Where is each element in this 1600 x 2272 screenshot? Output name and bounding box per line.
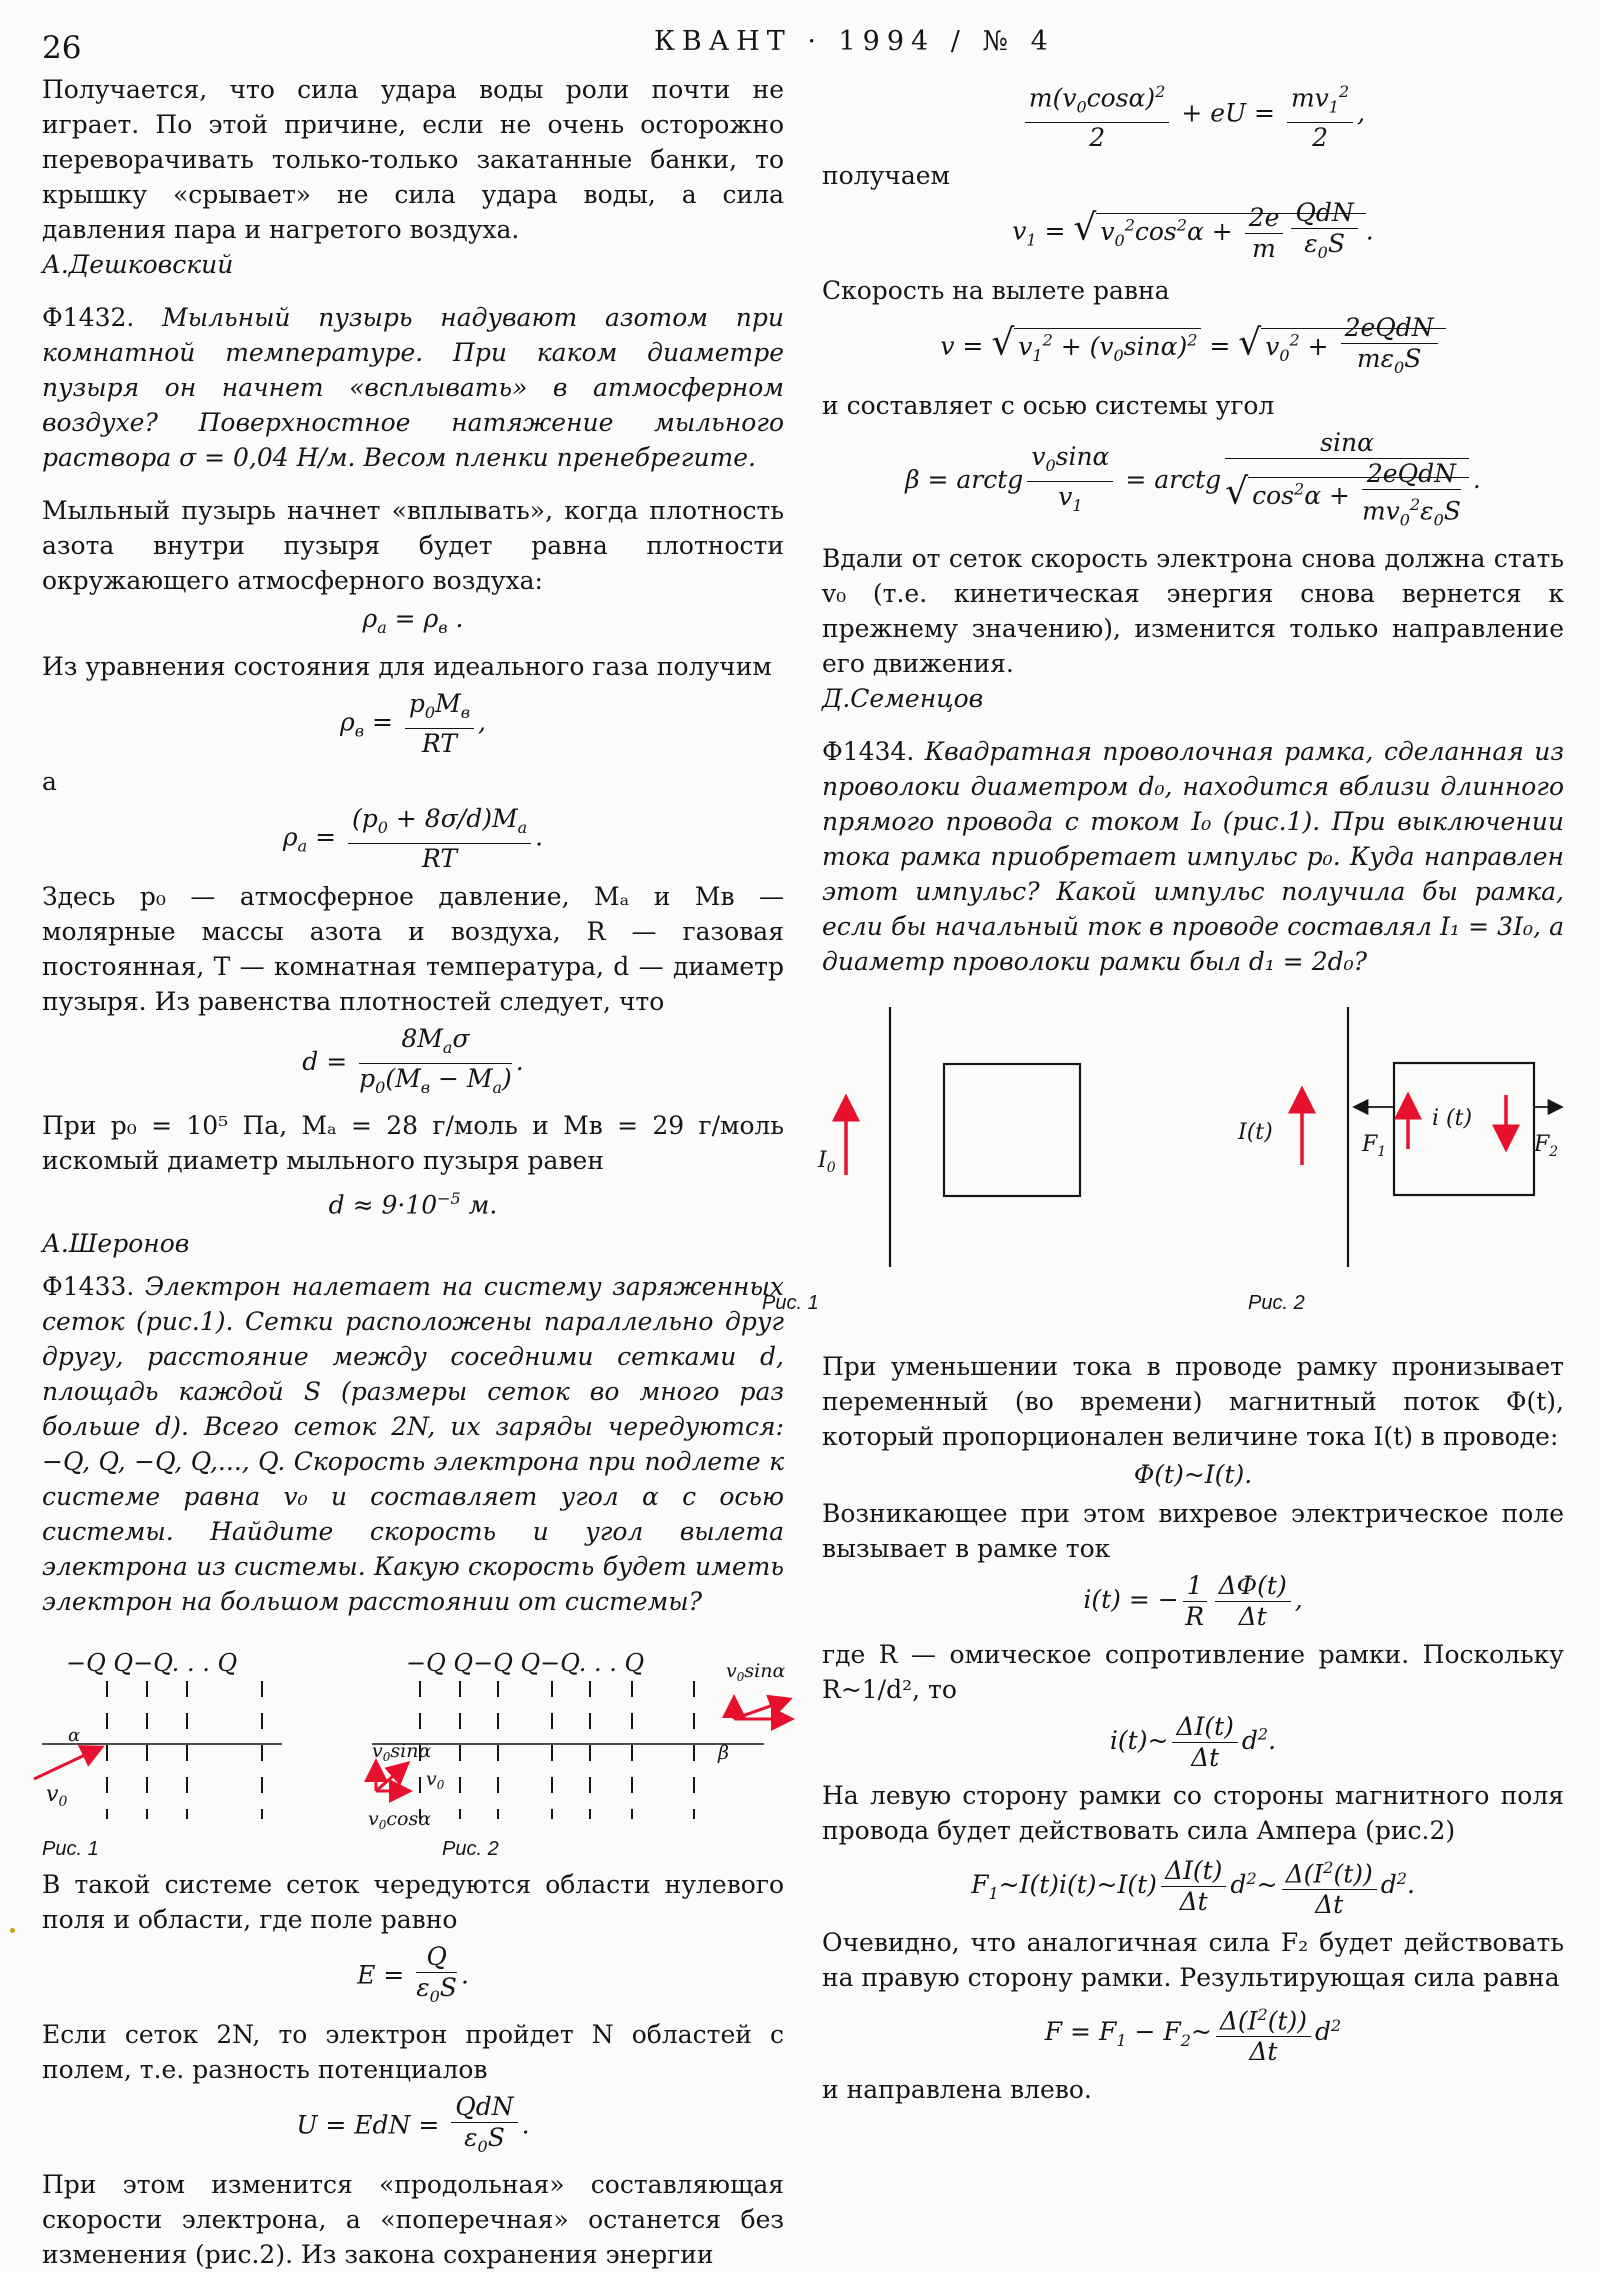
right-column (762, 72, 1564, 2107)
fig2-caption: Рис. 2 (442, 1838, 499, 1861)
wire-loop-figures-svg (762, 979, 1564, 1349)
formula-field: E = $\frac{Q}{\varepsilon_0S}$ . (357, 1942, 469, 2007)
fig1-electron-velocity-arrow (34, 1747, 102, 1779)
fig2-v0sin-label: $v_0\sin\alpha$ (372, 1740, 432, 1765)
solution-1433-p2: Если сеток 2N, то электрон пройдет N областей с полем, т.е. разность потенциалов (42, 2020, 784, 2085)
fig1-loop-caption: Рис. 1 (762, 1291, 819, 1314)
grids-figures-svg (42, 1619, 784, 1867)
formula-rho-nitrogen: $\rho_а$ = $\frac{(p_0 + 8\sigma/d)M_а}{RT}$ . (282, 804, 544, 873)
fig2-it-label: I(t) (1238, 1119, 1273, 1145)
formula-energy: $\frac{m(v_0\cos\alpha)^2}{2}$ + eU = $\frac{mv_1^2}{2}$ , (822, 77, 1564, 153)
solution-1433-far: Вдали от сеток скорость электрона снова должна стать v₀ (т.е. кинетическая энергия снова вернется к прежнему значению), изменится только направление его движения. (822, 543, 1564, 678)
wire-loop-figures (762, 979, 1564, 1349)
formula-diameter: d = $\frac{8M_а\sigma}{p_0(M_в - M_а)}$ . (302, 1024, 524, 1097)
problem-1433 (42, 1269, 784, 1619)
formula-rho-air: $\rho_в$ = $\frac{p_0M_в}{RT}$ , (340, 689, 486, 758)
fig2-v0cos-label: $v_0\cos\alpha$ (368, 1808, 432, 1833)
solution-1432-p3: Здесь p₀ — атмосферное давление, Mₐ и Mв — молярные массы азота и воздуха, R — газовая постоянная, T — комнатная температура, d — диаметр пузыря. Из равенства плотностей следует, что (42, 882, 784, 1016)
grids-figures (42, 1619, 784, 1867)
solution-1433-angle: и составляет с осью системы угол (822, 391, 1275, 421)
fig1-charges: −Q Q−Q. . . Q (66, 1649, 238, 1678)
fig1-alpha-label: α (68, 1725, 81, 1747)
problem-1432 (42, 300, 784, 475)
problem-1434-number: Ф1434. (822, 736, 915, 766)
fig2-beta-label: β (718, 1742, 729, 1765)
fig1-v0-label: $v_0$ (46, 1782, 68, 1811)
solution-1432-a: а (42, 767, 57, 796)
solution-1434-p2: Возникающее при этом вихревое электрическое поле вызывает в рамке ток (822, 1498, 1564, 1563)
problem-1434-text: Квадратная проволочная рамка, сделанная из проволоки диаметром d₀, находится вблизи длинного прямого провода с током I₀ (рис.1). При выключении тока рамка приобретает импульс p₀. Куда направлен этот импульс? Какой импульс получила бы рамка, если бы начальный ток в проводе составлял I₁ = 3I₀, а диаметр проволоки рамки был d₁ = 2d₀? (822, 736, 1564, 976)
fig2-f1-label: $F_1$ (1362, 1131, 1387, 1160)
fig2-grids (420, 1681, 694, 1819)
solution-1434-p4: На левую сторону рамки со стороны магнитного поля провода будет действовать сила Ампера (рис.2) (822, 1780, 1564, 1845)
author-sementsov: Д.Семенцов (822, 683, 984, 713)
fig2-charges: −Q Q−Q Q−Q. . . Q (406, 1649, 645, 1678)
intro-paragraph: Получается, что сила удара воды роли почти не играет. По этой причине, если не очень осторожно переворачивать только-только закатанные банки, то крышку «срывает» не сила удара воды, а сила давления пара и нагретого воздуха. (42, 75, 784, 244)
problem-1433-text: Электрон налетает на систему заряженных сеток (рис.1). Сетки расположены параллельно друг другу, расстояние между соседними сетками d, площадь каждой S (размеры сеток во много раз больше d). Всего сеток 2N, их заряды чередуются: −Q, Q, −Q, Q,..., Q. Скорость электрона при подлете к системе равна v₀ и составляет угол α с осью системы. Найдите скорость и угол вылета электрона из системы. Какую скорость будет иметь электрон на большом расстоянии от системы? (42, 1272, 784, 1617)
fig2-f2-label: $F_2$ (1534, 1131, 1559, 1160)
author-deshkovsky: А.Дешковский (42, 250, 234, 279)
formula-net-force: $F = F_1$ − $F_2\sim$ $\frac{\Delta(I^2(t))}{\Delta t}$ $d^2$ (822, 2000, 1564, 2067)
formula-potential: U = EdN = $\frac{\text{QdN}}{\varepsilon_0S}$ . (296, 2092, 530, 2157)
left-column (42, 72, 784, 2272)
solution-1434-p1: При уменьшении тока в проводе рамку пронизывает переменный (во времени) магнитный поток Φ(t), который пропорционален величине тока I(t) в проводе: (822, 1351, 1564, 1451)
formula-density-equal: $\rho_а = \rho_в$ . (362, 604, 464, 637)
fig2-loop-current-label: i (t) (1432, 1105, 1473, 1131)
solution-1432-p1: Мыльный пузырь начнет «вплывать», когда плотность азота внутри пузыря будет равна плотности окружающего атмосферного воздуха: (42, 496, 784, 595)
solution-1433-p1: В такой системе сеток чередуются области нулевого поля и области, где поле равно (42, 1870, 784, 1935)
page-number: 26 (42, 30, 82, 66)
formula-exit-speed: v = √ $v_1^2 + (v_0\sin\alpha)^2$ = √ $v_0^2$ + $\frac{\text{2eQdN}}{m\varepsilon_0S}$ (822, 313, 1564, 383)
formula-loop-current: i(t) = − $\frac{1}{R}$ $\frac{\Delta\Phi(t)}{\Delta t}$ , (1083, 1570, 1303, 1631)
fig1-loop (944, 1064, 1080, 1196)
solution-1433-got: получаем (822, 161, 950, 191)
fig2-loop-caption: Рис. 2 (1248, 1291, 1305, 1314)
formula-loop-current-prop: i(t)~ $\frac{\Delta I(t)}{\Delta t}$ $d^2$. (1109, 1711, 1277, 1772)
problem-1434 (822, 734, 1564, 979)
solution-1434-p5: Очевидно, что аналогичная сила F₂ будет действовать на правую сторону рамки. Результирующая сила равна (822, 1927, 1564, 1992)
fig1-caption: Рис. 1 (42, 1838, 99, 1861)
fig2-entry-velocity-arrow (376, 1763, 408, 1791)
formula-diameter-value: $d \approx 9\cdot 10^{-5}$ м. (328, 1189, 498, 1220)
solution-1432-p2: Из уравнения состояния для идеального газа получим (42, 652, 772, 681)
solution-1432-p4: При p₀ = 10⁵ Па, Mₐ = 28 г/моль и Mв = 29 г/моль искомый диаметр мыльного пузыря равен (42, 1111, 784, 1175)
problem-1432-text: Мыльный пузырь надувают азотом при комнатной температуре. При каком диаметре пузыря он начнет «всплывать» в атмосферном воздухе? Поверхностное натяжение мыльного раствора σ = 0,04 Н/м. Весом пленки пренебрегите. (42, 303, 784, 472)
fig2-exit-v0sin-label: $v_0\sin\alpha$ (726, 1660, 786, 1685)
solution-1434-p3: где R — омическое сопротивление рамки. Поскольку R~1/d², то (822, 1639, 1564, 1704)
print-speck (10, 1928, 15, 1933)
formula-flux: Φ(t)~I(t). (1133, 1459, 1253, 1489)
fig2-exit-velocity-arrow (734, 1699, 790, 1719)
solution-1434-p6: и направлена влево. (822, 2075, 1092, 2105)
author-sheronov: А.Шеронов (42, 1229, 190, 1259)
journal-header: КВАНТ · 1994 / № 4 (654, 26, 1055, 57)
formula-ampere-force: $F_1\sim I(t)i(t)\sim I(t)$ $\frac{\Delta I(t)}{\Delta t}$ $d^2\sim$ $\frac{\Delta(I^2(t))}{\Delta t}$ $d^2$. (822, 1853, 1564, 1920)
formula-beta: β = arctg $\frac{v_0\sin\alpha}{v_1}$ = arctg sinα √ $\cos^2\alpha$ + $\frac{\text{2eQdN}}{mv_0^2\varepsilon_0S}$ . (905, 428, 1481, 530)
solution-1433-p3: При этом изменится «продольная» составляющая скорости электрона, а «поперечная» останется без изменения (рис.2). Из закона сохранения энергии (42, 2170, 784, 2270)
formula-v1: $v_1$ = √ $v_0^2\cos^2\alpha$ + $\frac{2e}{m}$ $\frac{\text{QdN}}{\varepsilon_0S}$ . (1012, 198, 1374, 263)
fig2-v0-label: $v_0$ (426, 1768, 445, 1793)
fig1-grids (107, 1681, 262, 1819)
solution-1433-exit: Скорость на вылете равна (822, 276, 1170, 306)
fig1-i0-label: $I_0$ (818, 1147, 836, 1176)
problem-1433-number: Ф1433. (42, 1272, 135, 1302)
problem-1432-number: Ф1432. (42, 303, 135, 332)
